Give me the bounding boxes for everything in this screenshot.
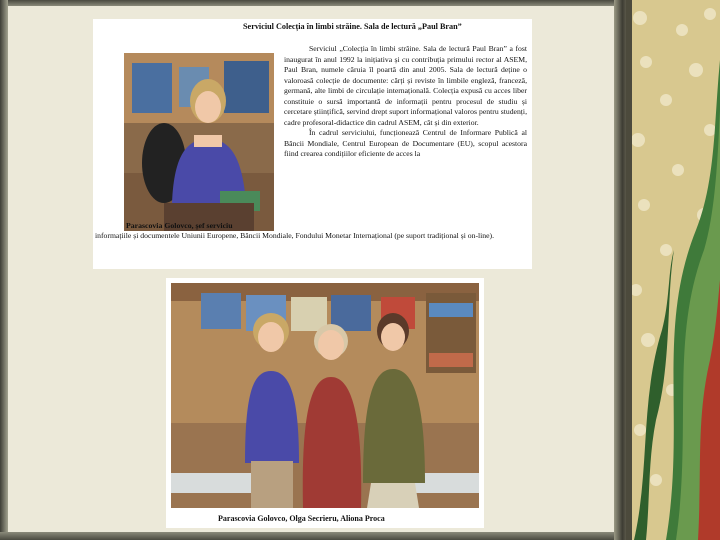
photo-caption: Parascovia Golovco, șef serviciu — [126, 221, 233, 230]
group-photo — [171, 283, 479, 508]
paragraph: Serviciul „Colecția în limbi străine. Sala de lectură Paul Bran” a fost inaugurat în anul 1992 la inițiativa și cu contribuția primului rector al ASEM, Paul Bran, numele căruia îl poartă din anul 2005. Sala de lectură deține o valoroasă colecție de documente: cărți și reviste în limbile engleză, franceză, germană, alte limbi de circulație internațională. Colecția expusă cu acces liber constituie o sursă importantă de informații pentru procesul de studiu și cercetare științifică, servind drept suport informațional valoros pentru studenți, cadre profesoral-didactice din cadrul ASEM, cât și din exterior. — [284, 44, 527, 127]
photo-caption: Parascovia Golovco, Olga Secrieru, Aliona Proca — [218, 514, 385, 523]
group-photo-panel — [166, 278, 484, 528]
paragraph: În cadrul serviciului, funcționează Centrul de Informare Publică al Băncii Mondiale, Centrul European de Documentare (EU), scopul acestora fiind crearea condițiilor eficiente de acces la — [284, 128, 527, 158]
slide-frame-left — [0, 0, 8, 540]
decorative-side-panel — [626, 0, 720, 540]
paragraph-continuation: informațiile și documentele Uniunii Europene, Băncii Mondiale, Fondului Monetar Internațional (pe suport tradițional și on-line). — [95, 231, 495, 240]
document-title: Serviciul Colecția în limbi străine. Sala de lectură „Paul Bran” — [243, 22, 462, 31]
floral-ornament-icon — [626, 0, 720, 540]
slide-frame-bottom — [0, 532, 628, 540]
document-scan — [93, 19, 532, 269]
document-body — [284, 44, 527, 160]
portrait-photo — [124, 53, 274, 231]
slide-frame-top — [0, 0, 640, 6]
